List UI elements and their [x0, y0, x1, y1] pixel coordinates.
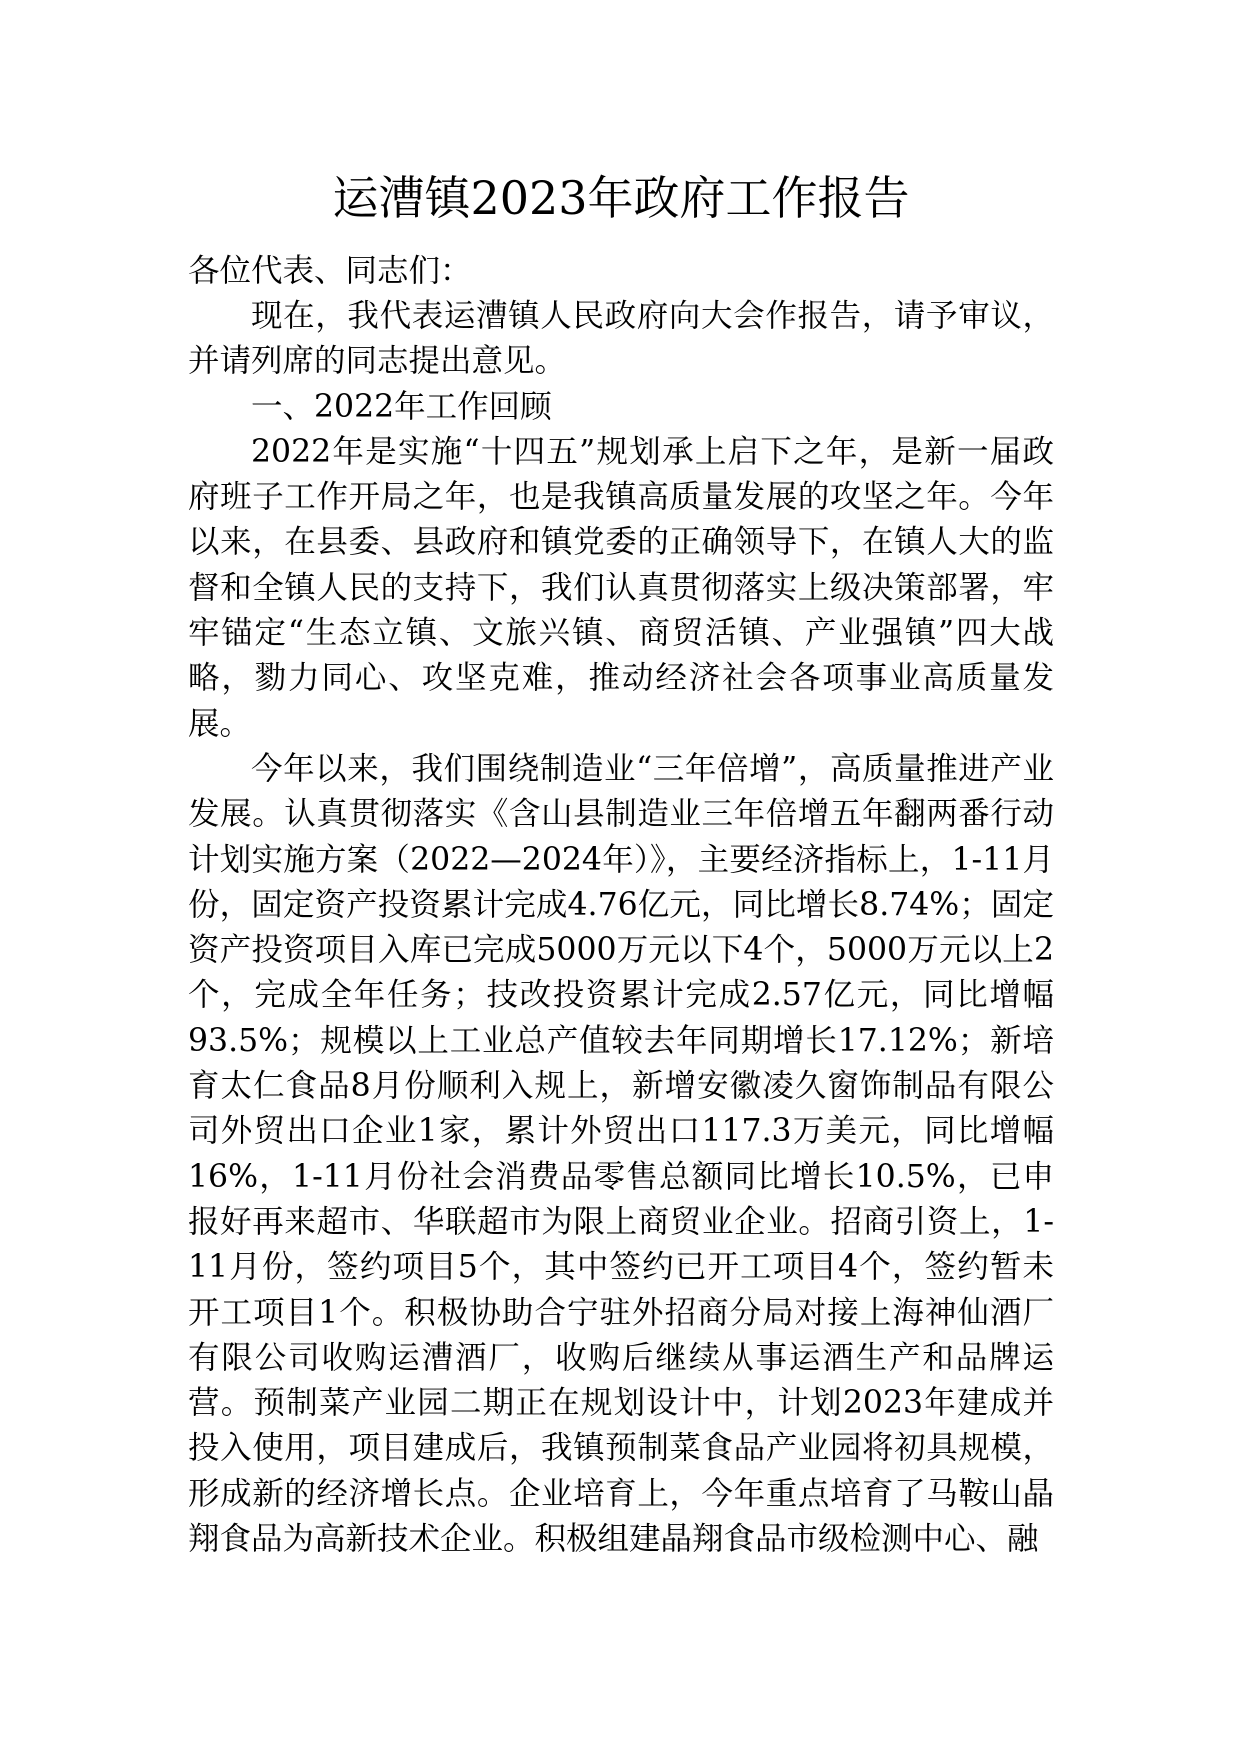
- intro-paragraph: 现在，我代表运漕镇人民政府向大会作报告，请予审议，并请列席的同志提出意见。: [188, 298, 1054, 380]
- salutation: 各位代表、同志们：: [188, 253, 472, 289]
- body-paragraph-1: 2022年是实施“十四五”规划承上启下之年，是新一届政府班子工作开局之年，也是我镇高质量发展的攻坚之年。今年以来，在县委、县政府和镇党委的正确领导下，在镇人大的监督和全镇人民的支持下，我们认真贯彻落实上级决策部署，牢牢锚定“生态立镇、文旅兴镇、商贸活镇、产业强镇”四大战略，勠力同心、攻坚克难，推动经济社会各项事业高质量发展。: [188, 433, 1054, 742]
- document-title: 运漕镇2023年政府工作报告: [332, 171, 910, 225]
- section-heading: 一、2022年工作回顾: [251, 388, 552, 425]
- body-paragraph-2: 今年以来，我们围绕制造业“三年倍增”，高质量推进产业发展。认真贯彻落实《含山县制造业三年倍增五年翻两番行动计划实施方案（2022—2024年）》，主要经济指标上，1-11月份，固定资产投资累计完成4.76亿元，同比增长8.74%；固定资产投资项目入库已完成5000万元以下4个，5000万元以上2个，完成全年任务；技改投资累计完成2.57亿元，同比增幅93.5%；规模以上工业总产值较去年同期增长17.12%；新培育太仁食品8月份顺利入规上，新增安徽凌久窗饰制品有限公司外贸出口企业1家，累计外贸出口117.3万美元，同比增幅16%，1-11月份社会消费品零售总额同比增长10.5%，已申报好再来超市、华联超市为限上商贸业企业。招商引资上，1-11月份，签约项目5个，其中签约已开工项目4个，签约暂未开工项目1个。积极协助合宁驻外招商分局对接上海神仙酒厂有限公司收购运漕酒厂，收购后继续从事运酒生产和品牌运营。预制菜产业园二期正在规划设计中，计划2023年建成并投入使用，项目建成后，我镇预制菜食品产业园将初具规模，形成新的经济增长点。企业培育上，今年重点培育了马鞍山晶翔食品为高新技术企业。积极组建晶翔食品市级检测中心、融: [188, 750, 1054, 1558]
- document-page: [188, 166, 1054, 1562]
